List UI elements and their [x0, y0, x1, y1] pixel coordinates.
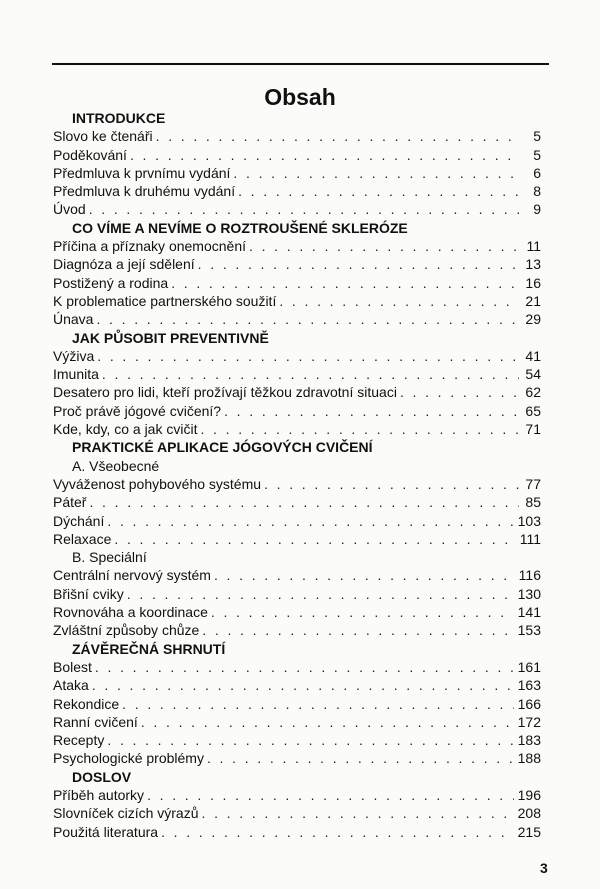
leader-dots	[208, 603, 514, 621]
leader-dots	[89, 676, 514, 694]
toc-entry-label: Ranní cvičení	[53, 713, 138, 730]
toc-entry-page: 130	[517, 585, 541, 602]
toc-entry-label: Slovo ke čtenáři	[53, 128, 153, 145]
toc-entry-label: Dýchání	[53, 512, 105, 529]
top-rule	[52, 63, 549, 65]
toc-entry-page: 41	[525, 347, 541, 364]
toc-entry-label: Postižený a rodina	[53, 274, 169, 291]
table-of-contents	[53, 109, 541, 841]
toc-entry-label: Ataka	[53, 677, 89, 694]
leader-dots	[86, 200, 519, 218]
toc-entry-label: Páteř	[53, 494, 87, 511]
leader-dots	[204, 749, 514, 767]
toc-entry-page: 188	[517, 750, 541, 767]
toc-entry-label: Slovníček cizích výrazů	[53, 805, 199, 822]
toc-entry-page: 65	[525, 402, 541, 419]
toc-entry	[53, 164, 541, 182]
leader-dots	[158, 823, 514, 841]
toc-subheading: A. Všeobecné	[72, 457, 160, 474]
toc-entry-page: 141	[517, 604, 541, 621]
toc-entry	[53, 292, 541, 310]
toc-entry-label: Bolest	[53, 658, 92, 675]
toc-entry	[53, 566, 541, 584]
toc-entry-label: Příběh autorky	[53, 786, 145, 803]
toc-entry	[53, 585, 541, 603]
toc-entry-label: Imunita	[53, 366, 99, 383]
toc-entry	[53, 146, 541, 164]
toc-entry-page: 183	[517, 732, 541, 749]
leader-dots	[104, 731, 513, 749]
toc-entry-page: 13	[525, 256, 541, 273]
toc-entry-label: Únava	[53, 311, 94, 328]
toc-entry-label: Vyváženost pohybového systému	[53, 475, 262, 492]
toc-entry	[53, 402, 541, 420]
leader-dots	[138, 713, 514, 731]
toc-entry-page: 215	[517, 823, 541, 840]
toc-entry-label: Úvod	[53, 201, 86, 218]
toc-entry-label: Desatero pro lidi, kteří prožívají těžkou zdravotní situaci	[53, 384, 397, 401]
toc-entry-page: 111	[519, 530, 541, 547]
toc-entry-page: 153	[517, 622, 541, 639]
toc-entry	[53, 530, 541, 548]
toc-entry-label: Psychologické problémy	[53, 750, 204, 767]
leader-dots	[127, 146, 519, 164]
toc-entry-page: 85	[525, 494, 541, 511]
toc-entry	[53, 274, 541, 292]
toc-entry-page: 196	[517, 786, 541, 803]
toc-entry-page: 16	[525, 274, 541, 291]
toc-entry-page: 21	[525, 292, 541, 309]
leader-dots	[197, 420, 519, 438]
toc-entry-page: 6	[533, 164, 541, 181]
toc-entry-page: 8	[533, 183, 541, 200]
toc-entry	[53, 255, 541, 273]
leader-dots	[144, 786, 514, 804]
toc-entry	[53, 695, 541, 713]
toc-entry-label: Kde, kdy, co a jak cvičit	[53, 421, 198, 438]
toc-entry-label: Centrální nervový systém	[53, 567, 211, 584]
toc-entry-page: 62	[525, 384, 541, 401]
leader-dots	[246, 237, 519, 255]
toc-entry-page: 54	[525, 366, 541, 383]
toc-entry	[53, 347, 541, 365]
toc-entry	[53, 200, 541, 218]
leader-dots	[104, 512, 513, 530]
leader-dots	[230, 164, 519, 182]
toc-entry-page: 29	[525, 311, 541, 328]
toc-section-heading: PRAKTICKÉ APLIKACE JÓGOVÝCH CVIČENÍ	[72, 439, 373, 456]
toc-entry	[53, 237, 541, 255]
leader-dots	[168, 274, 519, 292]
toc-entry-page: 161	[517, 658, 541, 675]
toc-entry	[53, 493, 541, 511]
toc-entry-page: 163	[517, 677, 541, 694]
toc-entry-page: 5	[533, 146, 541, 163]
toc-section-heading: CO VÍME A NEVÍME O ROZTROUŠENÉ SKLERÓZE	[72, 219, 408, 236]
toc-entry-page: 11	[526, 238, 541, 255]
toc-entry-page: 208	[517, 805, 541, 822]
leader-dots	[124, 585, 514, 603]
leader-dots	[276, 292, 519, 310]
leader-dots	[199, 621, 513, 639]
toc-entry-label: Předmluva k prvnímu vydání	[53, 164, 231, 181]
toc-entry	[53, 713, 541, 731]
toc-entry-label: Použitá literatura	[53, 823, 159, 840]
toc-entry-label: Výživa	[53, 347, 95, 364]
toc-entry	[53, 383, 541, 401]
toc-entry-label: Proč právě jógové cvičení?	[53, 402, 222, 419]
toc-entry	[53, 786, 541, 804]
toc-entry-page: 9	[533, 201, 541, 218]
toc-entry	[53, 804, 541, 822]
leader-dots	[93, 310, 519, 328]
toc-entry-page: 5	[533, 128, 541, 145]
leader-dots	[195, 255, 519, 273]
toc-entry-page: 71	[525, 421, 541, 438]
toc-entry-label: Rekondice	[53, 695, 120, 712]
leader-dots	[86, 493, 519, 511]
toc-entry-label: Břišní cviky	[53, 585, 124, 602]
leader-dots	[119, 695, 513, 713]
toc-section-heading: DOSLOV	[72, 768, 132, 785]
toc-entry	[53, 823, 541, 841]
leader-dots	[199, 804, 514, 822]
toc-entry-page: 116	[518, 567, 541, 584]
leader-dots	[261, 475, 519, 493]
toc-entry	[53, 475, 541, 493]
leader-dots	[92, 658, 514, 676]
leader-dots	[235, 182, 519, 200]
toc-entry	[53, 182, 541, 200]
leader-dots	[99, 365, 519, 383]
toc-entry-label: Předmluva k druhému vydání	[53, 183, 236, 200]
toc-entry-label: K problematice partnerského soužití	[53, 292, 277, 309]
toc-section-heading: INTRODUKCE	[72, 110, 166, 126]
leader-dots	[111, 530, 515, 548]
toc-section-heading: JAK PŮSOBIT PREVENTIVNĚ	[72, 329, 269, 346]
toc-section-heading: ZÁVĚREČNÁ SHRNUTÍ	[72, 640, 226, 657]
toc-entry	[53, 420, 541, 438]
toc-entry-label: Rovnováha a koordinace	[53, 604, 208, 621]
toc-subheading: B. Speciální	[72, 549, 147, 566]
page-number: 3	[540, 860, 548, 876]
toc-entry	[53, 749, 541, 767]
leader-dots	[397, 383, 519, 401]
page-title: Obsah	[264, 84, 336, 110]
toc-entry	[53, 658, 541, 676]
toc-entry-label: Poděkování	[53, 146, 127, 163]
toc-entry	[53, 731, 541, 749]
toc-entry	[53, 127, 541, 145]
toc-entry-label: Zvláštní způsoby chůze	[53, 622, 200, 639]
toc-entry-page: 103	[517, 512, 541, 529]
toc-entry	[53, 310, 541, 328]
toc-entry-label: Diagnóza a její sdělení	[53, 256, 195, 273]
leader-dots	[221, 402, 519, 420]
toc-entry-page: 77	[525, 475, 541, 492]
toc-entry-page: 172	[517, 713, 541, 730]
toc-entry-label: Příčina a příznaky onemocnění	[53, 238, 246, 255]
leader-dots	[94, 347, 519, 365]
toc-entry	[53, 365, 541, 383]
toc-entry	[53, 603, 541, 621]
toc-entry-page: 166	[517, 695, 541, 712]
toc-entry	[53, 621, 541, 639]
toc-entry	[53, 676, 541, 694]
toc-entry-label: Relaxace	[53, 530, 112, 547]
leader-dots	[153, 127, 519, 145]
toc-entry-label: Recepty	[53, 732, 105, 749]
toc-entry	[53, 512, 541, 530]
leader-dots	[211, 566, 515, 584]
